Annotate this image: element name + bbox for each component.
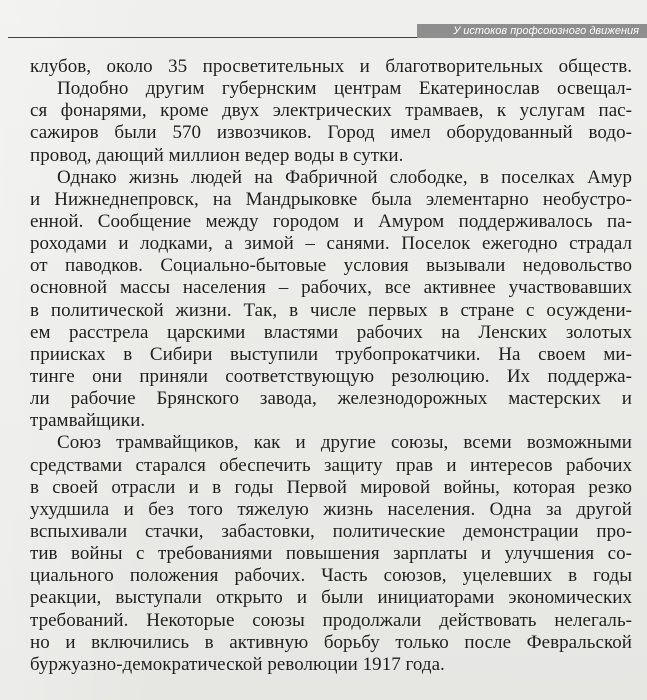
text-line: ем расстрела царскими властями рабочих на Ленских золотых — [30, 321, 632, 343]
text-line: вспыхивали стачки, забастовки, политические демонстрации про- — [30, 520, 632, 542]
text-line: приисках в Сибири выступили трубопрокатчики. На своем ми- — [30, 343, 632, 365]
page-header — [0, 0, 647, 42]
text-line: тив войны с требованиями повышения зарплаты и улучшения со- — [30, 543, 632, 565]
running-head: У истоков профсоюзного движения — [453, 25, 639, 37]
text-line: требований. Некоторые союзы продолжали действовать нелегаль- — [30, 609, 632, 631]
text-line: сажиров были 570 извозчиков. Город имел оборудованный водо- — [30, 122, 632, 144]
text-line: в политической жизни. Так, в числе первых в стране с осуждени- — [30, 299, 632, 321]
text-line: циального положения рабочих. Часть союзов, уцелевших в годы — [30, 565, 632, 587]
text-line: средствами старался обеспечить защиту прав и интересов рабочих — [30, 454, 632, 476]
text-line: от паводков. Социально-бытовые условия вызывали недовольство — [30, 255, 632, 277]
text-line: Подобно другим губернским центрам Екатеринослав освещал- — [57, 78, 632, 100]
text-line: енной. Сообщение между городом и Амуром поддерживалось па- — [30, 210, 632, 232]
text-line: в своей отрасли и в годы Первой мировой войны, которая резко — [30, 476, 632, 498]
text-line: реакции, выступали открыто и были инициаторами экономических — [30, 587, 632, 609]
text-line: трамвайщики. — [30, 410, 146, 432]
text-line: Однако жизнь людей на Фабричной слободке, в поселках Амур — [57, 166, 632, 188]
text-line: роходами и лодками, а зимой – санями. Поселок ежегодно страдал — [30, 233, 632, 255]
text-line: ли рабочие Брянского завода, железнодорожных мастерских и — [30, 388, 632, 410]
text-line: и Нижнеднепровск, на Мандрыковке была элементарно необустро- — [30, 188, 632, 210]
text-line: основной массы населения – рабочих, все активнее участвовавших — [30, 277, 632, 299]
text-line: тинге они приняли соответствующую резолюцию. Их поддержа- — [30, 365, 632, 387]
text-line: но и включились в активную борьбу только после Февральской — [30, 631, 632, 653]
text-line: Союз трамвайщиков, как и другие союзы, всеми возможными — [57, 432, 632, 454]
text-line: ухудшила и без того тяжелую жизнь населения. Одна за другой — [30, 498, 632, 520]
text-line: ся фонарями, кроме двух электрических трамваев, к услугам пас- — [30, 100, 632, 122]
text-line: клубов, около 35 просветительных и благотворительных обществ. — [30, 56, 632, 77]
text-line: провод, дающий миллион ведер воды в сутки. — [30, 144, 404, 166]
text-line: буржуазно-демократической революции 1917 года. — [30, 653, 445, 675]
page-text — [30, 56, 632, 676]
